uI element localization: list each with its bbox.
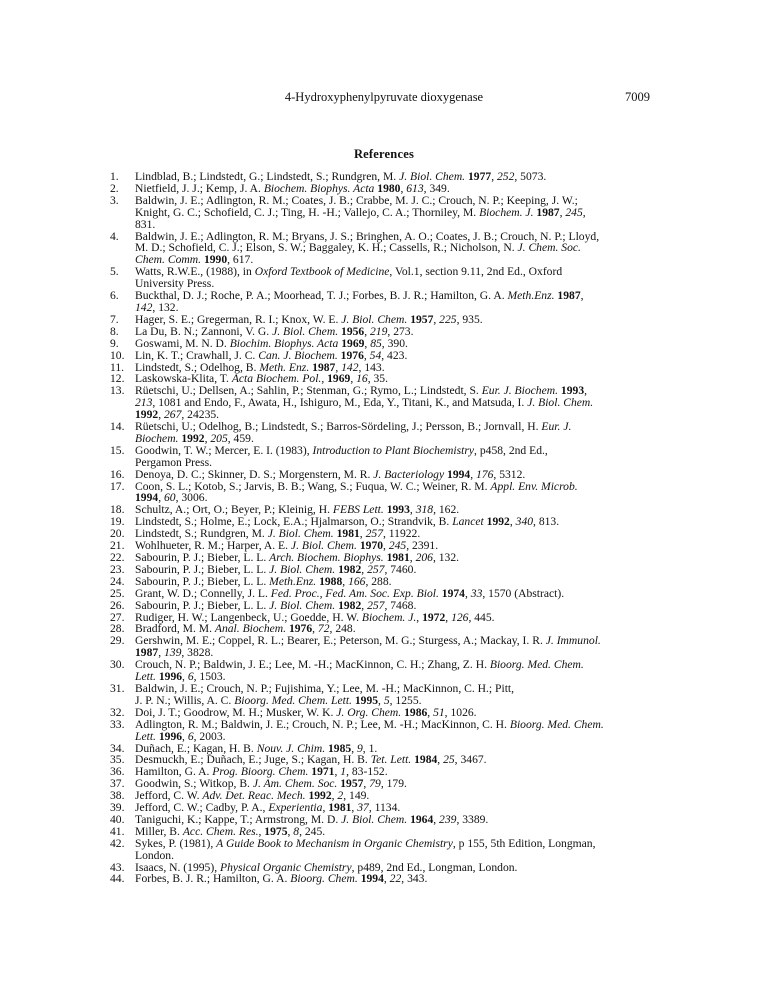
reference-text: Sabourin, P. J.; Bieber, L. L. Arch. Biochem. Biophys. 1981, 206, 132. [135, 551, 460, 564]
reference-text: Hager, S. E.; Gregerman, R. I.; Knox, W. E. J. Biol. Chem. 1957, 225, 935. [135, 312, 483, 326]
reference-text: Lindstedt, S.; Odelhog, B. Meth. Enz. 1987, 142, 143. [135, 360, 385, 374]
reference-number: 26. [110, 598, 125, 612]
reference-text: Rüetschi, U.; Odelhog, B.; Lindstedt, S.; Barros-Sördeling, J.; Persson, B.; Jornvall, H. Eur. J. Biochem. 1992, 205, 459. [135, 420, 572, 445]
reference-text: Wohlhueter, R. M.; Harper, A. E. J. Biol. Chem. 1970, 245, 2391. [135, 539, 439, 553]
reference-item [110, 326, 655, 338]
reference-text: Sabourin, P. J.; Bieber, L. L. Meth.Enz. 1988, 166, 288. [135, 574, 392, 588]
reference-text: Lin, K. T.; Crawhall, J. C. Can. J. Biochem. 1976, 54, 423. [135, 348, 408, 362]
page-number: 7009 [625, 90, 650, 104]
reference-text: Crouch, N. P.; Baldwin, J. E.; Lee, M. -H.; MacKinnon, C. H.; Zhang, Z. H. Bioorg. Med. Chem. Lett. 1996, 6, 1503. [135, 658, 584, 684]
reference-text: Goodwin, S.; Witkop, B. J. Am. Chem. Soc. 1957, 79, 179. [135, 777, 407, 791]
reference-item [110, 719, 655, 743]
reference-text: Lindblad, B.; Lindstedt, G.; Lindstedt, S.; Rundgren, M. J. Biol. Chem. 1977, 252, 5073. [135, 170, 547, 183]
reference-item [110, 635, 655, 659]
reference-number: 18. [110, 503, 125, 517]
reference-number: 3. [110, 193, 119, 207]
reference-number: 35. [110, 753, 125, 767]
reference-number: 4. [110, 229, 119, 243]
reference-number: 10. [110, 348, 125, 362]
reference-text: Goodwin, T. W.; Mercer, E. I. (1983), Introduction to Plant Biochemistry, p458, 2nd Ed., Pergamon Press. [135, 443, 548, 469]
reference-number: 24. [110, 574, 125, 588]
reference-number: 21. [110, 539, 125, 553]
reference-number: 42. [110, 836, 125, 850]
reference-item [110, 266, 655, 290]
reference-item [110, 338, 655, 350]
running-head [0, 89, 768, 105]
reference-number: 29. [110, 634, 125, 648]
reference-item [110, 481, 655, 505]
reference-text: Rudiger, H. W.; Langenbeck, U.; Goedde, H. W. Biochem. J., 1972, 126, 445. [135, 610, 495, 624]
reference-text: Duñach, E.; Kagan, H. B. Nouv. J. Chim. 1985, 9, 1. [135, 741, 378, 755]
reference-item [110, 195, 655, 231]
reference-text: Taniguchi, K.; Kappe, T.; Armstrong, M. D. J. Biol. Chem. 1964, 239, 3389. [135, 812, 489, 826]
reference-number: 43. [110, 860, 125, 874]
reference-number: 11. [110, 360, 125, 374]
reference-text: Gershwin, M. E.; Coppel, R. L.; Bearer, E.; Peterson, M. G.; Sturgess, A.; Mackay, I. R. J. Immunol. 1987, 139, 3828. [135, 634, 601, 660]
reference-number: 32. [110, 705, 125, 719]
reference-number: 38. [110, 789, 125, 803]
reference-list [110, 171, 655, 885]
reference-text: Jefford, C. W. Adv. Det. Reac. Mech. 1992, 2, 149. [135, 789, 370, 803]
reference-number: 15. [110, 443, 125, 457]
reference-text: Baldwin, J. E.; Adlington, R. M.; Bryans, J. S.; Bringhen, A. O.; Coates, J. B.; Crouch, N. P.; Lloyd, M. D.; Schofield, C. J.; Elson, S. W.; Baggaley, K. H.; Cassells, R.; Nicholson, N. J. Chem. Soc. Chem. Comm. 1990, 617. [135, 229, 600, 267]
reference-number: 22. [110, 551, 125, 564]
reference-item [110, 838, 655, 862]
reference-text: Watts, R.W.E., (1988), in Oxford Textbook of Medicine, Vol.1, section 9.11, 2nd Ed., Oxford University Press. [135, 265, 563, 291]
reference-item [110, 385, 655, 421]
reference-number: 6. [110, 289, 119, 303]
reference-number: 17. [110, 479, 125, 493]
reference-text: La Du, B. N.; Zannoni, V. G. J. Biol. Chem. 1956, 219, 273. [135, 324, 414, 338]
reference-text: Hamilton, G. A. Prog. Bioorg. Chem. 1971, 1, 83-152. [135, 765, 388, 779]
reference-text: Schultz, A.; Ort, O.; Beyer, P.; Kleinig, H. FEBS Lett. 1993, 318, 162. [135, 503, 460, 517]
reference-number: 19. [110, 515, 125, 529]
reference-number: 33. [110, 717, 125, 731]
reference-text: Doi, J. T.; Goodrow, M. H.; Musker, W. K. J. Org. Chem. 1986, 51, 1026. [135, 705, 477, 719]
reference-text: Isaacs, N. (1995), Physical Organic Chemistry, p489, 2nd Ed., Longman, London. [135, 860, 518, 874]
reference-item [110, 659, 655, 683]
reference-number: 44. [110, 872, 125, 886]
reference-text: Goswami, M. N. D. Biochim. Biophys. Acta 1969, 85, 390. [135, 336, 408, 350]
reference-number: 40. [110, 812, 125, 826]
section-heading: References [353, 147, 415, 161]
reference-number: 28. [110, 622, 125, 636]
reference-text: Miller, B. Acc. Chem. Res., 1975, 8, 245. [135, 824, 326, 838]
reference-number: 9. [110, 336, 119, 350]
reference-number: 30. [110, 658, 125, 672]
reference-number: 12. [110, 372, 125, 386]
reference-number: 25. [110, 586, 125, 600]
reference-item [110, 683, 655, 707]
reference-number: 36. [110, 765, 125, 779]
reference-text: Coon, S. L.; Kotob, S.; Jarvis, B. B.; Wang, S.; Fuqua, W. C.; Weiner, R. M. Appl. Env. Microb. 1994, 60, 3006. [135, 479, 578, 505]
reference-number: 27. [110, 610, 125, 624]
reference-item [110, 350, 655, 362]
reference-text: Baldwin, J. E.; Crouch, N. P.; Fujishima, Y.; Lee, M. -H.; MacKinnon, C. H.; Pitt, J. P. N.; Willis, A. C. Bioorg. Med. Chem. Lett. 1995, 5, 1255. [135, 681, 515, 707]
reference-number: 5. [110, 265, 119, 279]
reference-item [110, 290, 655, 314]
reference-text: Forbes, B. J. R.; Hamilton, G. A. Bioorg. Chem. 1994, 22, 343. [135, 872, 428, 886]
reference-text: Baldwin, J. E.; Adlington, R. M.; Coates, J. B.; Crabbe, M. J. C.; Crouch, N. P.; Keeping, J. W.; Knight, G. C.; Schofield, C. J.; Ting, H. -H.; Vallejo, C. A.; Thorniley, M. Biochem. J. 1987, 245, 831. [135, 193, 586, 231]
reference-number: 7. [110, 312, 119, 326]
reference-item [110, 421, 655, 445]
reference-text: Laskowska-Klita, T. Acta Biochem. Pol., 1969, 16, 35. [135, 372, 388, 386]
reference-text: Grant, W. D.; Connelly, J. L. Fed. Proc., Fed. Am. Soc. Exp. Biol. 1974, 33, 1570 (Abstract). [135, 586, 565, 600]
reference-text: Sykes, P. (1981), A Guide Book to Mechanism in Organic Chemistry, p 155, 5th Edition, Longman, London. [135, 836, 596, 862]
reference-number: 37. [110, 777, 125, 791]
reference-number: 16. [110, 467, 125, 481]
reference-item [110, 231, 655, 267]
reference-text: Denoya, D. C.; Skinner, D. S.; Morgenstern, M. R. J. Bacteriology 1994, 176, 5312. [135, 467, 526, 481]
reference-number: 2. [110, 181, 119, 195]
reference-text: Lindstedt, S.; Holme, E.; Lock, E.A.; Hjalmarson, O.; Strandvik, B. Lancet 1992, 340, 813. [135, 515, 560, 529]
reference-text: Desmuckh, E.; Duñach, E.; Juge, S.; Kagan, H. B. Tet. Lett. 1984, 25, 3467. [135, 753, 487, 767]
reference-number: 1. [110, 170, 119, 183]
reference-number: 20. [110, 527, 125, 541]
reference-text: Rüetschi, U.; Dellsen, A.; Sahlin, P.; Stenman, G.; Rymo, L.; Lindstedt, S. Eur. J. Biochem. 1993, 213, 1081 and Endo, F., Awata, H., Ishiguro, M., Eda, Y., Titani, K., and Matsuda, I. J. Biol. Chem. 1992, 267, 24235. [135, 384, 594, 422]
reference-number: 8. [110, 324, 119, 338]
reference-item [110, 445, 655, 469]
reference-text: Jefford, C. W.; Cadby, P. A., Experientia, 1981, 37, 1134. [135, 801, 401, 815]
reference-number: 13. [110, 384, 125, 398]
reference-text: Bradford, M. M. Anal. Biochem. 1976, 72, 248. [135, 622, 356, 636]
reference-number: 41. [110, 824, 125, 838]
reference-number: 39. [110, 801, 125, 815]
reference-number: 23. [110, 562, 125, 576]
reference-text: Sabourin, P. J.; Bieber, L. L. J. Biol. Chem. 1982, 257, 7460. [135, 562, 417, 576]
reference-number: 34. [110, 741, 125, 755]
reference-text: Adlington, R. M.; Baldwin, J. E.; Crouch, N. P.; Lee, M. -H.; MacKinnon, C. H. Bioorg. Med. Chem. Lett. 1996, 6, 2003. [135, 717, 604, 743]
reference-number: 14. [110, 420, 125, 434]
reference-number: 31. [110, 681, 125, 695]
reference-item [110, 873, 655, 885]
reference-text: Buckthal, D. J.; Roche, P. A.; Moorhead, T. J.; Forbes, B. J. R.; Hamilton, G. A. Meth.Enz. 1987, 142, 132. [135, 289, 584, 314]
running-title: 4-Hydroxyphenylpyruvate dioxygenase [284, 90, 484, 104]
reference-text: Sabourin, P. J.; Bieber, L. L. J. Biol. Chem. 1982, 257, 7468. [135, 598, 417, 612]
reference-text: Lindstedt, S.; Rundgren, M. J. Biol. Chem. 1981, 257, 11922. [135, 527, 421, 541]
reference-text: Nietfield, J. J.; Kemp, J. A. Biochem. Biophys. Acta 1980, 613, 349. [135, 181, 450, 195]
